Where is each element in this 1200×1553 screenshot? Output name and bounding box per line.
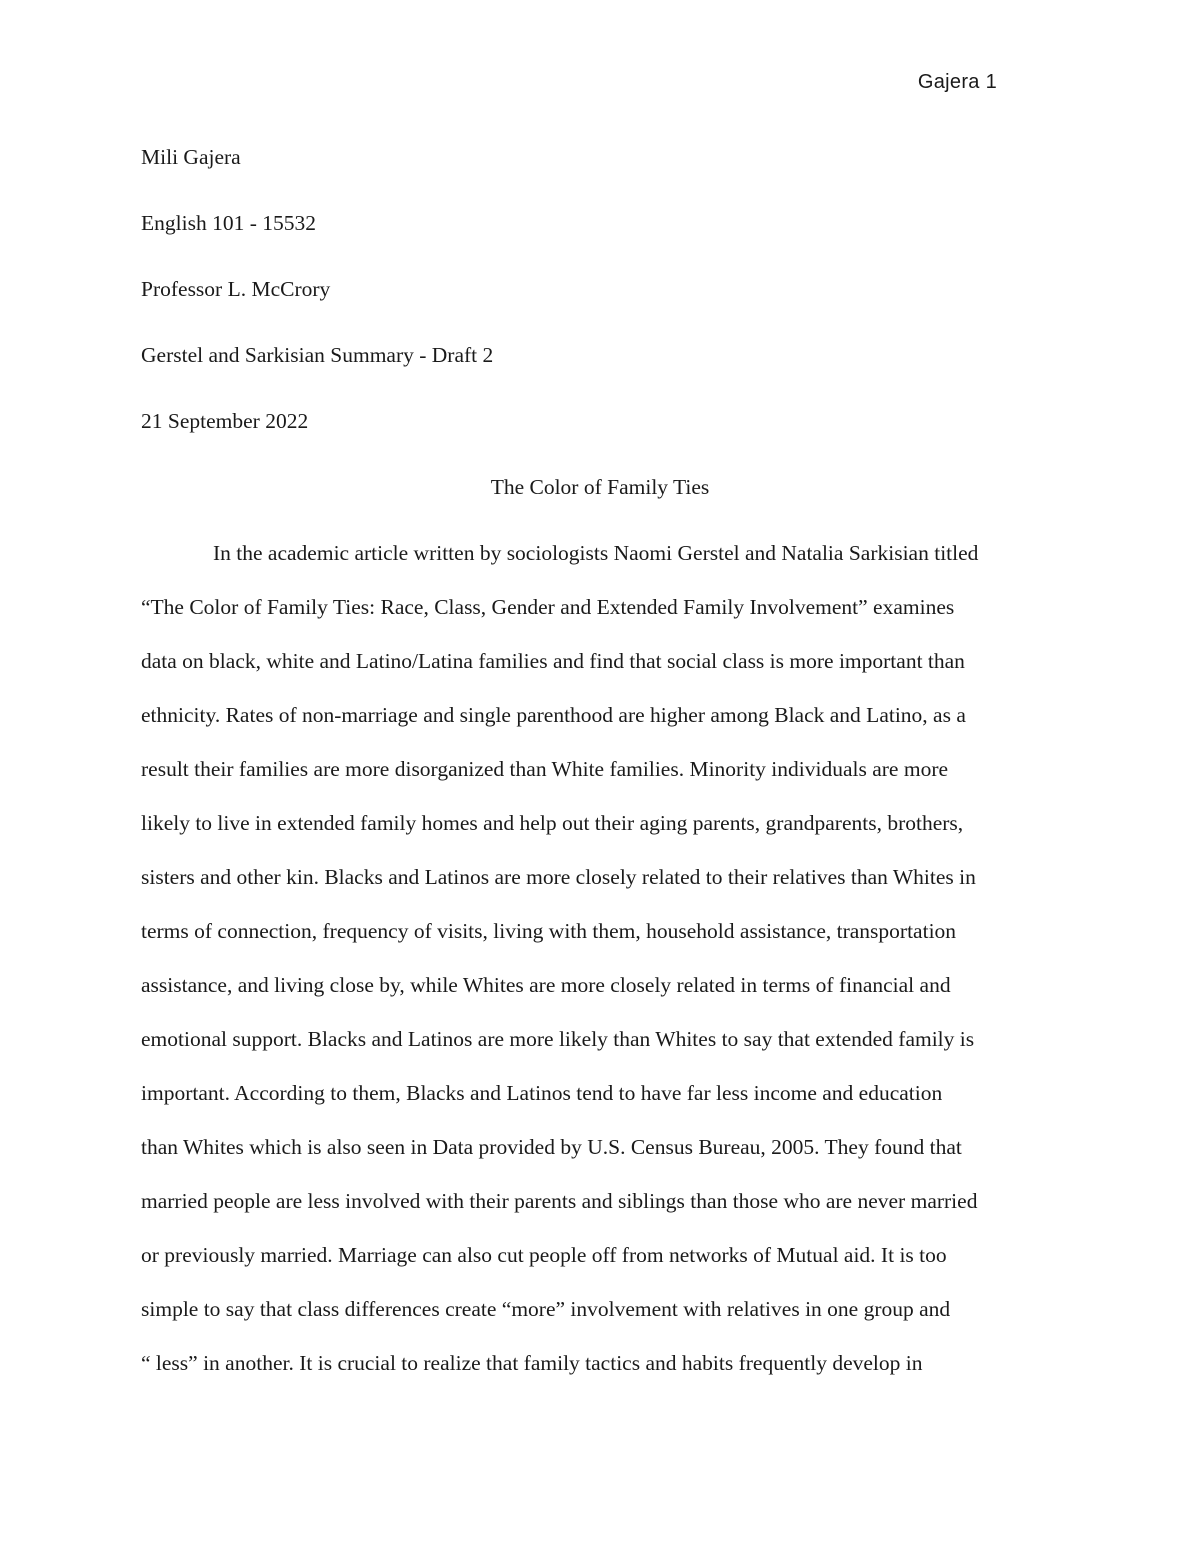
body-line: data on black, white and Latino/Latina families and find that social class is more important than <box>141 649 965 673</box>
body-paragraph <box>141 536 1059 1400</box>
body-line: ethnicity. Rates of non-marriage and single parenthood are higher among Black and Latino, as a <box>141 703 966 727</box>
body-line: or previously married. Marriage can also cut people off from networks of Mutual aid. It is too <box>141 1243 947 1267</box>
mla-heading <box>141 140 1059 470</box>
document-title: The Color of Family Ties <box>490 475 710 499</box>
course-name: English 101 - 15532 <box>141 211 316 235</box>
body-line: terms of connection, frequency of visits, living with them, household assistance, transportation <box>141 919 957 943</box>
body-line: than Whites which is also seen in Data provided by U.S. Census Bureau, 2005. They found that <box>141 1135 962 1159</box>
body-line: result their families are more disorganized than White families. Minority individuals are more <box>141 757 949 781</box>
body-line: In the academic article written by sociologists Naomi Gerstel and Natalia Sarkisian titled <box>213 541 979 565</box>
body-line: emotional support. Blacks and Latinos are more likely than Whites to say that extended family is <box>141 1027 975 1051</box>
body-line: simple to say that class differences create “more” involvement with relatives in one group and <box>141 1297 951 1321</box>
body-line: assistance, and living close by, while Whites are more closely related in terms of financial and <box>141 973 951 997</box>
assignment-name: Gerstel and Sarkisian Summary - Draft 2 <box>141 343 494 367</box>
page-header: Gajera 1 <box>917 71 997 93</box>
body-line: married people are less involved with their parents and siblings than those who are never married <box>141 1189 978 1213</box>
body-line: likely to live in extended family homes and help out their aging parents, grandparents, brothers, <box>141 811 964 835</box>
document-date: 21 September 2022 <box>141 409 309 433</box>
author-name: Mili Gajera <box>141 145 241 169</box>
body-line: sisters and other kin. Blacks and Latinos are more closely related to their relatives than Whites in <box>141 865 976 889</box>
body-line: “ less” in another. It is crucial to realize that family tactics and habits frequently develop in <box>141 1351 923 1375</box>
professor-name: Professor L. McCrory <box>141 277 331 301</box>
body-line: important. According to them, Blacks and Latinos tend to have far less income and education <box>141 1081 943 1105</box>
body-line: “The Color of Family Ties: Race, Class, Gender and Extended Family Involvement” examines <box>141 595 955 619</box>
